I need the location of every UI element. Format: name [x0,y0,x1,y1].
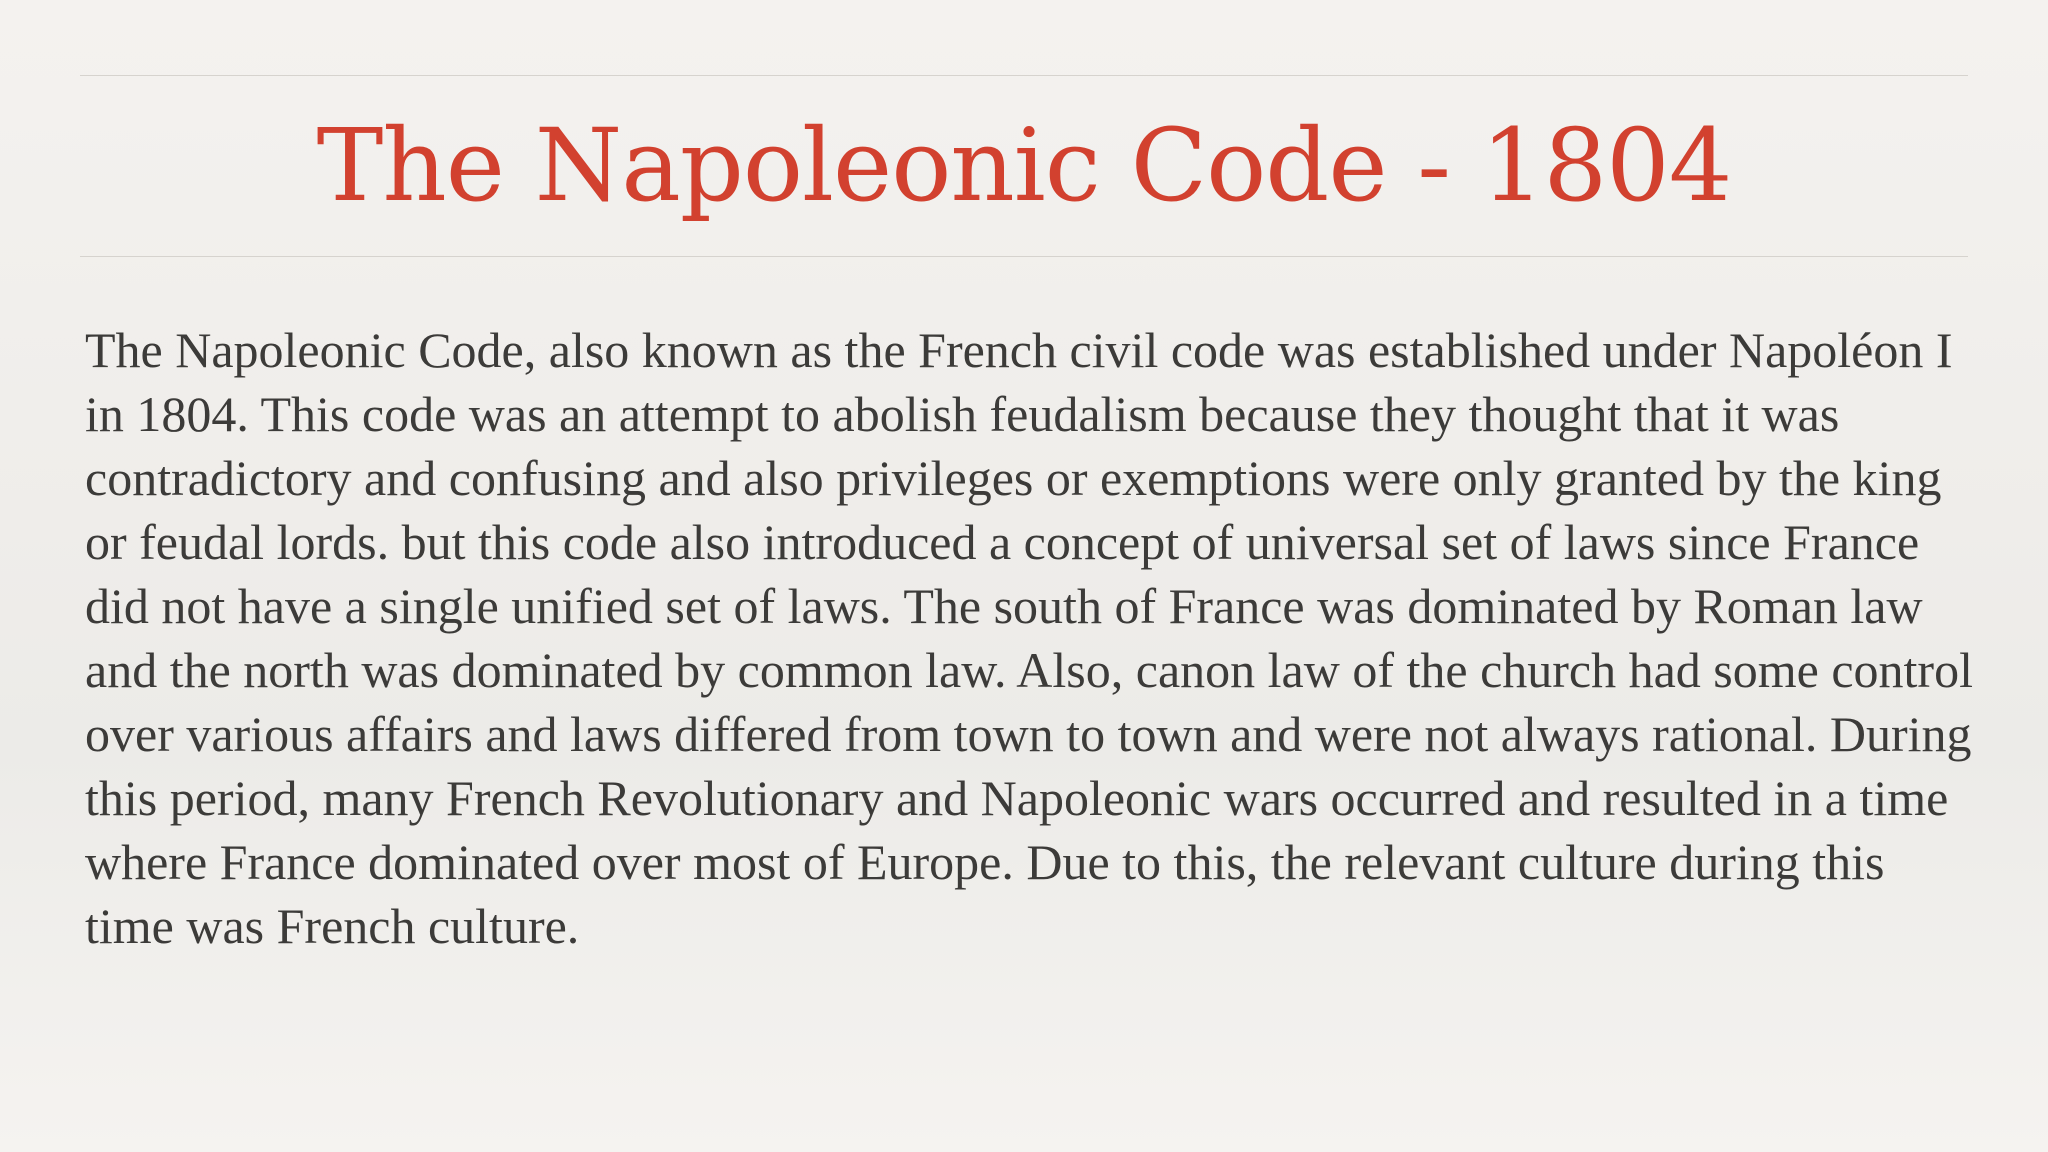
slide-title: The Napoleonic Code - 1804 [316,107,1732,224]
title-divider [80,256,1968,257]
slide-body-text: The Napoleonic Code, also known as the French civil code was established under Napoléon I in 1804. This code was an attempt to abolish feudalism because they thought that it was contradictory and confusing and also privileges or exemptions were only granted by the king or feudal lords. but this code also introduced a concept of universal set of laws since France did not have a single unified set of laws. The south of France was dominated by Roman law and the north was dominated by common law. Also, canon law of the church had some control over various affairs and laws differed from town to town and were not always rational. During this period, many French Revolutionary and Napoleonic wars occurred and resulted in a time where France dominated over most of Europe. Due to this, the relevant culture during this time was French culture. [85,322,1973,954]
top-divider [80,75,1968,76]
